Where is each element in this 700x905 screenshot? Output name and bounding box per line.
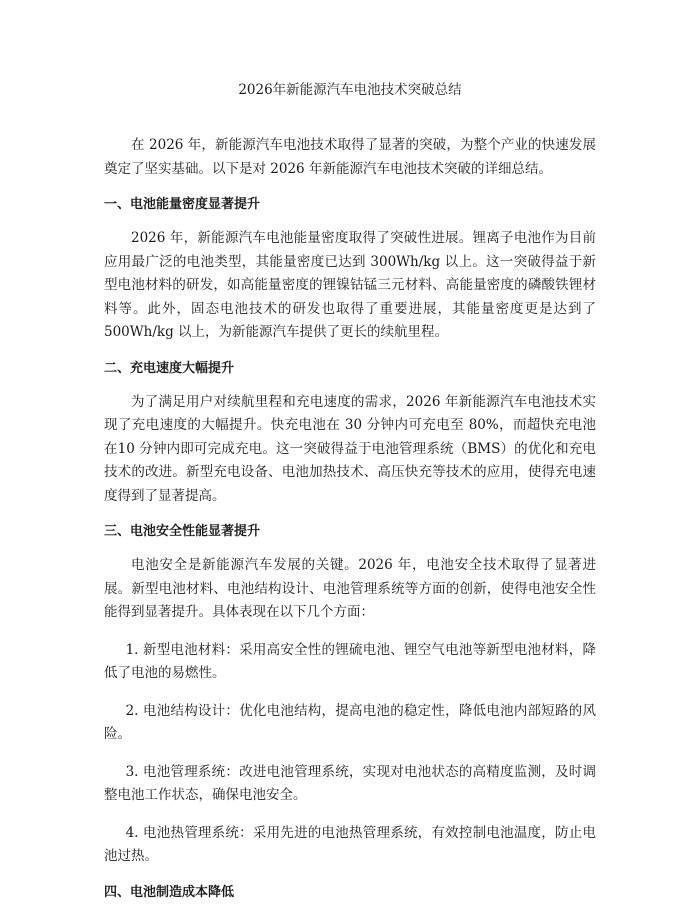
section-body: 2026 年，新能源汽车电池能量密度取得了突破性进展。锂离子电池作为目前应用最广泛的电池类型，其能量密度已达到 300Wh/kg 以上。这一突破得益于新型电池材料的研发，如高能量密度的锂镍钴锰三元材料、高能量密度的磷酸铁锂材料等。此外，固态电池技术的研发也取得了重要进展，其能量密度更是达到了500Wh/kg 以上，为新能源汽车提供了更长的续航里程。: [104, 230, 596, 340]
list-item: 3. 电池管理系统：改进电池管理系统，实现对电池状态的高精度监测，及时调整电池工作状态，确保电池安全。: [104, 763, 596, 803]
section-cost: [104, 883, 596, 903]
document-title: 2026年新能源汽车电池技术突破总结: [238, 82, 462, 98]
list-item: 4. 电池热管理系统：采用先进的电池热管理系统，有效控制电池温度，防止电池过热。: [104, 824, 596, 864]
list-item: 2. 电池结构设计：优化电池结构，提高电池的稳定性，降低电池内部短路的风险。: [104, 702, 596, 742]
section-heading: 二、充电速度大幅提升: [104, 360, 235, 376]
section-energy-density: [104, 195, 596, 345]
section-heading: 一、电池能量密度显著提升: [104, 197, 261, 212]
section-heading: 三、电池安全性能显著提升: [104, 524, 261, 539]
section-charging-speed: [104, 359, 596, 509]
section-safety: [104, 522, 596, 869]
section-body: 为了满足用户对续航里程和充电速度的需求，2026 年新能源汽车电池技术实现了充电速度的大幅提升。快充电池在 30 分钟内可充电至 80%，而超快充电池在10 分钟内即可完成充电。这一突破得益于电池管理系统（BMS）的优化和充电技术的改进。新型充电设备、电池加热技术、高压快充等技术的应用，使得充电速度得到了显著提高。: [104, 393, 596, 504]
intro-paragraph: 在 2026 年，新能源汽车电池技术取得了显著的突破，为整个产业的快速发展奠定了坚实基础。以下是对 2026 年新能源汽车电池技术突破的详细总结。: [104, 137, 596, 177]
list-item: 1. 新型电池材料：采用高安全性的锂硫电池、锂空气电池等新型电池材料，降低了电池的易燃性。: [104, 641, 596, 681]
section-heading: 四、电池制造成本降低: [104, 884, 235, 900]
section-body: 电池安全是新能源汽车发展的关键。2026 年，电池安全技术取得了显著进展。新型电池材料、电池结构设计、电池管理系统等方面的创新，使得电池安全性能得到显著提升。具体表现在以下几个方面：: [104, 557, 596, 620]
